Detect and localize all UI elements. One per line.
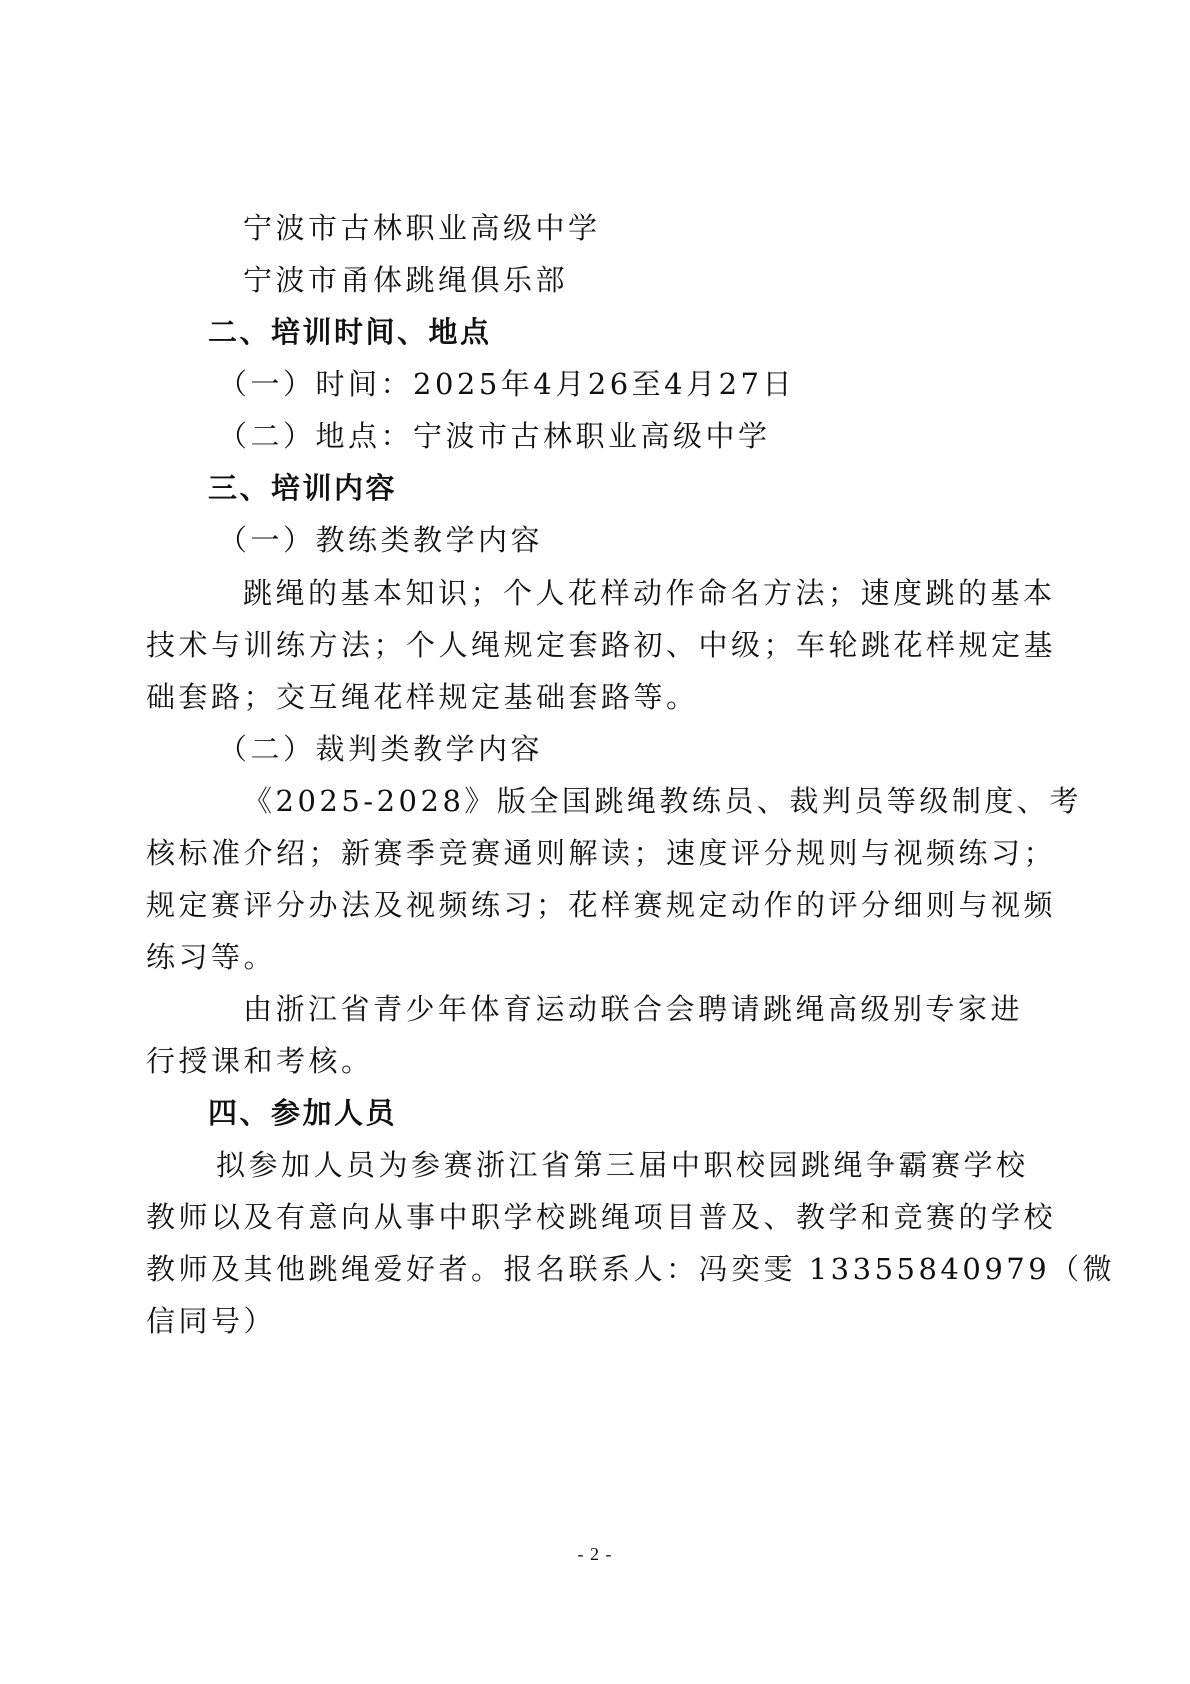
time-line: （一）时间：2025年4月26至4月27日 bbox=[218, 367, 796, 401]
paragraph-line: 础套路；交互绳花样规定基础套路等。 bbox=[146, 680, 699, 714]
section-heading-4: 四、参加人员 bbox=[208, 1096, 398, 1130]
paragraph-line: 教师以及有意向从事中职学校跳绳项目普及、教学和竞赛的学校 bbox=[146, 1200, 1057, 1234]
paragraph-line: 练习等。 bbox=[146, 940, 277, 974]
contact-line: 教师及其他跳绳爱好者。报名联系人：冯奕雯 13355840979（微 bbox=[146, 1252, 1116, 1286]
paragraph-line: 核标准介绍；新赛季竞赛通则解读；速度评分规则与视频练习； bbox=[146, 836, 1057, 870]
paragraph-line: 《2025-2028》版全国跳绳教练员、裁判员等级制度、考 bbox=[243, 784, 1082, 818]
paragraph-line: 由浙江省青少年体育运动联合会聘请跳绳高级别专家进 bbox=[243, 992, 1024, 1026]
page-number: - 2 - bbox=[577, 1544, 613, 1564]
paragraph-line: 规定赛评分办法及视频练习；花样赛规定动作的评分细则与视频 bbox=[146, 888, 1057, 922]
paragraph-line: 信同号） bbox=[146, 1304, 277, 1338]
organizer-line-1: 宁波市古林职业高级中学 bbox=[243, 211, 601, 245]
section-heading-3: 三、培训内容 bbox=[208, 471, 398, 505]
paragraph-line: 技术与训练方法；个人绳规定套路初、中级；车轮跳花样规定基 bbox=[146, 628, 1057, 662]
paragraph-line: 拟参加人员为参赛浙江省第三届中职校园跳绳争霸赛学校 bbox=[216, 1148, 1029, 1182]
organizer-line-2: 宁波市甬体跳绳俱乐部 bbox=[243, 263, 569, 297]
section-heading-2: 二、培训时间、地点 bbox=[208, 315, 492, 349]
subheading-coach-content: （一）教练类教学内容 bbox=[218, 523, 544, 557]
paragraph-line: 跳绳的基本知识；个人花样动作命名方法；速度跳的基本 bbox=[243, 576, 1056, 610]
location-line: （二）地点：宁波市古林职业高级中学 bbox=[218, 419, 771, 453]
paragraph-line: 行授课和考核。 bbox=[146, 1044, 374, 1078]
subheading-referee-content: （二）裁判类教学内容 bbox=[218, 732, 544, 766]
